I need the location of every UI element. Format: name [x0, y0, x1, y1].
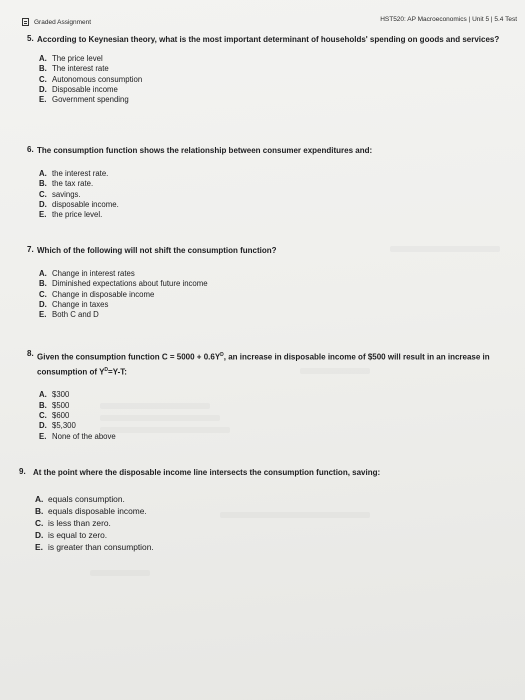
question-5 [27, 34, 513, 105]
choice-e[interactable]: E. Government spending [39, 95, 129, 105]
question-6 [27, 145, 513, 220]
answer-choices [39, 390, 523, 441]
choice-d[interactable]: D. Disposable income [39, 84, 118, 94]
header-title: Graded Assignment [34, 18, 92, 26]
choice-b[interactable]: B. equals disposable income. [35, 506, 147, 516]
course-label: HST520: AP Macroeconomics | Unit 5 | 5.4 Test [380, 16, 517, 23]
choice-a[interactable]: A. the interest rate. [39, 169, 109, 178]
question-text: Which of the following will not shift the consumption function? [37, 246, 277, 255]
answer-choices [35, 493, 513, 553]
choice-a[interactable]: A. The price level [39, 54, 103, 63]
choice-e[interactable]: E. the price level. [39, 210, 103, 220]
choice-a[interactable]: A. $300 [39, 390, 70, 400]
choice-c[interactable]: C. $600 [39, 410, 70, 420]
choice-d[interactable]: D. Change in taxes [39, 299, 109, 309]
choice-b[interactable]: B. $500 [39, 400, 70, 410]
answer-choices [39, 54, 513, 105]
question-text: Given the consumption function $C = 5000 + 0.6Y^D$, an increase in disposable income of $500 will result in an increase in consumption of $Y^D=Y-T$: [37, 352, 490, 377]
question-7 [27, 245, 513, 320]
question-number: 8. [27, 349, 34, 358]
choice-b[interactable]: B. Diminished expectations about future income [39, 279, 208, 289]
question-text: According to Keynesian theory, what is the most important determinant of households' spending on goods and services? [37, 35, 500, 44]
document-icon [22, 18, 29, 26]
question-8 [27, 349, 523, 442]
choice-b[interactable]: B. the tax rate. [39, 179, 94, 189]
page-header [22, 18, 517, 32]
question-number: 6. [27, 145, 34, 154]
choice-d[interactable]: D. is equal to zero. [35, 530, 108, 540]
choice-a[interactable]: A. Change in interest rates [39, 269, 135, 278]
answer-choices [39, 169, 513, 220]
choice-c[interactable]: C. Autonomous consumption [39, 74, 143, 84]
choice-d[interactable]: D. disposable income. [39, 199, 119, 209]
question-9 [19, 467, 513, 553]
question-number: 9. [19, 467, 26, 476]
choice-e[interactable]: E. Both C and D [39, 310, 99, 320]
header-left [22, 18, 91, 26]
question-number: 5. [27, 34, 34, 43]
question-text: The consumption function shows the relationship between consumer expenditures and: [37, 146, 373, 155]
bleed-through-mark [90, 570, 150, 576]
answer-choices [39, 269, 513, 320]
choice-c[interactable]: C. savings. [39, 189, 81, 199]
choice-e[interactable]: E. None of the above [39, 431, 116, 441]
question-text: At the point where the disposable income line intersects the consumption function, saving: [33, 468, 381, 477]
choice-d[interactable]: D. $5,300 [39, 421, 76, 431]
choice-a[interactable]: A. equals consumption. [35, 494, 125, 504]
choice-c[interactable]: C. Change in disposable income [39, 289, 155, 299]
choice-b[interactable]: B. The interest rate [39, 64, 109, 74]
choice-c[interactable]: C. is less than zero. [35, 518, 111, 528]
choice-e[interactable]: E. is greater than consumption. [35, 542, 154, 552]
question-number: 7. [27, 245, 34, 254]
